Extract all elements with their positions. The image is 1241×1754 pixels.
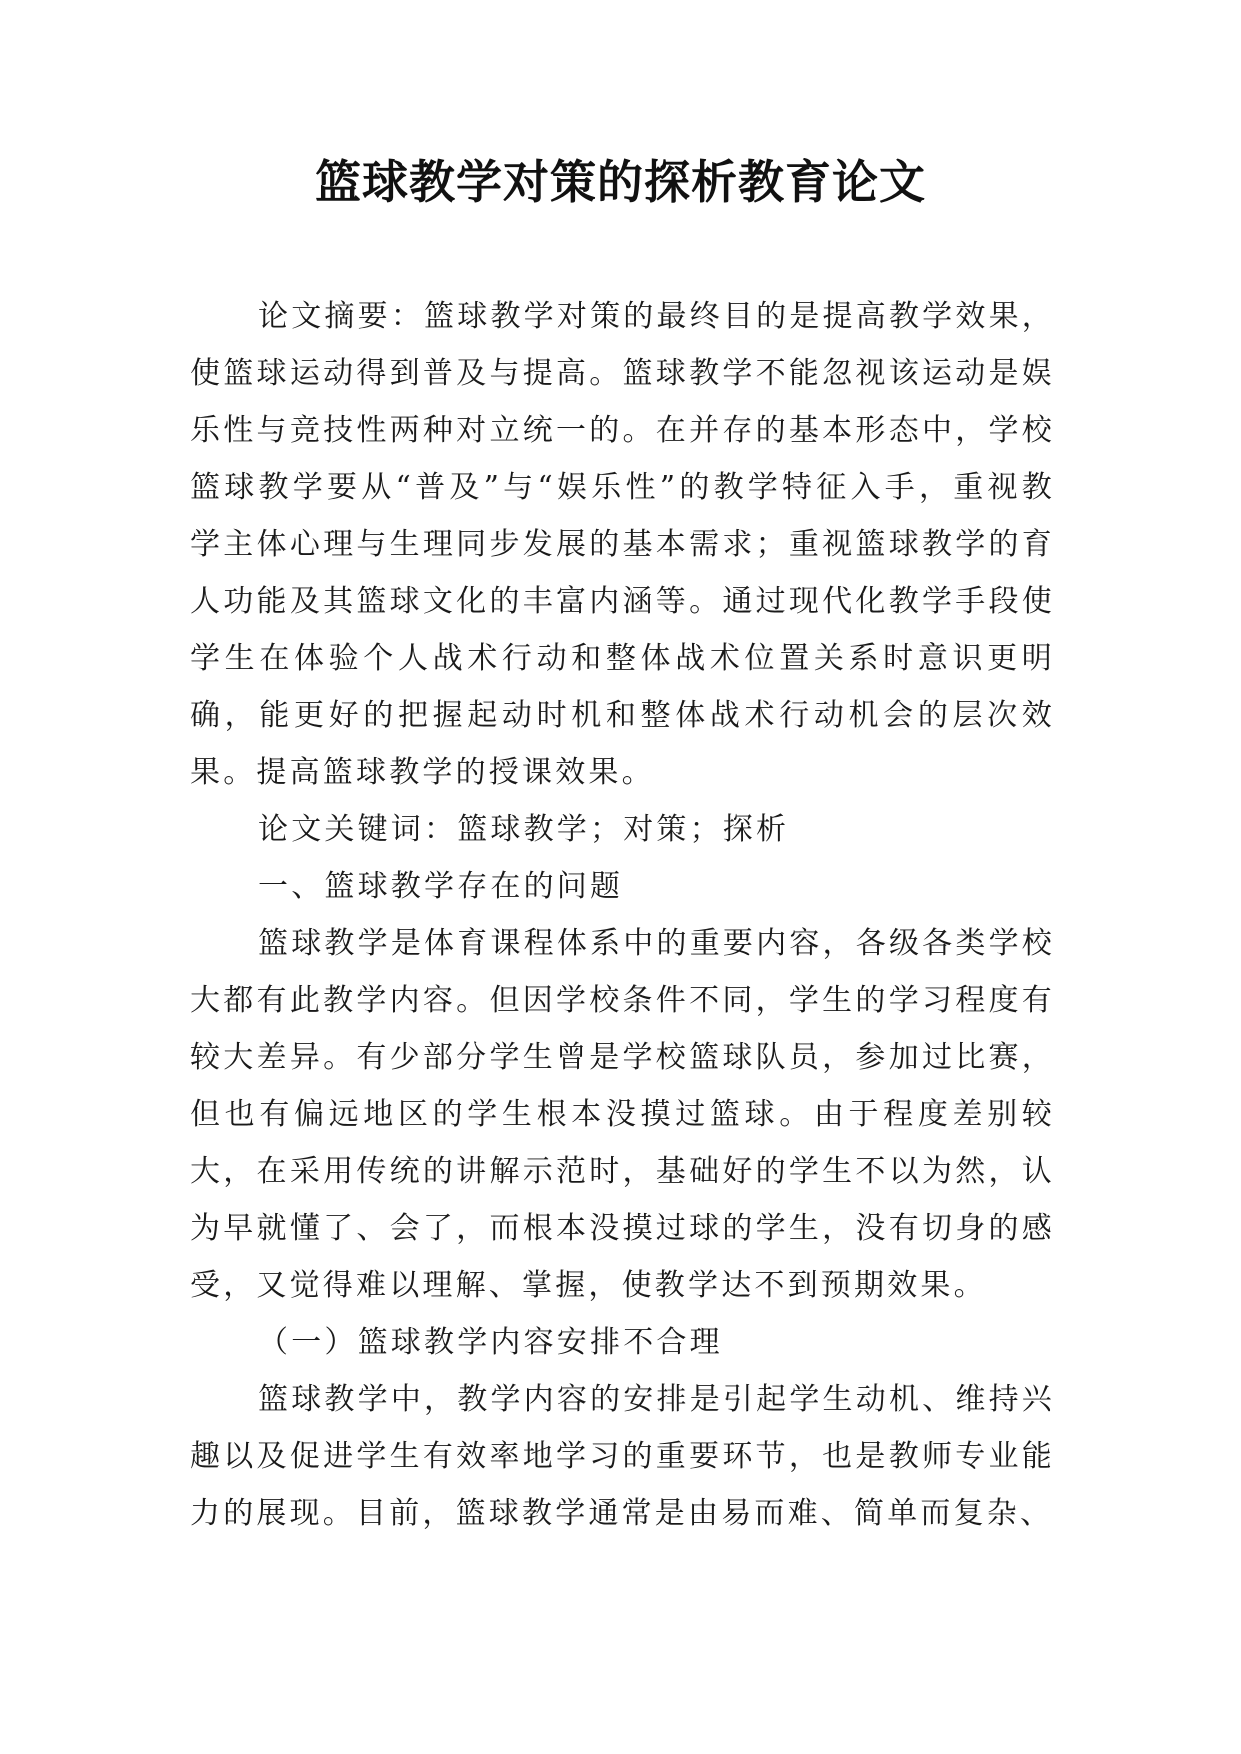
subsection-heading-1: （一）篮球教学内容安排不合理 — [258, 1325, 723, 1360]
body-paragraph: 篮球教学中，教学内容的安排是引起学生动机、维持兴趣以及促进学生有效率地学习的重要环节，也是教师专业能力的展现。目前，篮球教学通常是由易而难、简单而复杂、 — [190, 1382, 1055, 1531]
keywords-paragraph: 论文关键词：篮球教学；对策；探析 — [258, 812, 790, 847]
abstract-paragraph: 论文摘要：篮球教学对策的最终目的是提高教学效果，使篮球运动得到普及与提高。篮球教学不能忽视该运动是娱乐性与竞技性两种对立统一的。在并存的基本形态中，学校篮球教学要从“普及”与“娱乐性”的教学特征入手，重视教学主体心理与生理同步发展的基本需求；重视篮球教学的育人功能及其篮球文化的丰富内涵等。通过现代化教学手段使学生在体验个人战术行动和整体战术位置关系时意识更明确，能更好的把握起动时机和整体战术行动机会的层次效果。提高篮球教学的授课效果。 — [190, 299, 1055, 790]
document-title: 篮球教学对策的探析教育论文 — [315, 155, 926, 209]
body-paragraph: 篮球教学是体育课程体系中的重要内容，各级各类学校大都有此教学内容。但因学校条件不同，学生的学习程度有较大差异。有少部分学生曾是学校篮球队员，参加过比赛，但也有偏远地区的学生根本没摸过篮球。由于程度差别较大，在采用传统的讲解示范时，基础好的学生不以为然，认为早就懂了、会了，而根本没摸过球的学生，没有切身的感受，又觉得难以理解、掌握，使教学达不到预期效果。 — [190, 926, 1055, 1303]
document-body — [190, 288, 1055, 1542]
section-heading-1: 一、篮球教学存在的问题 — [258, 869, 624, 904]
